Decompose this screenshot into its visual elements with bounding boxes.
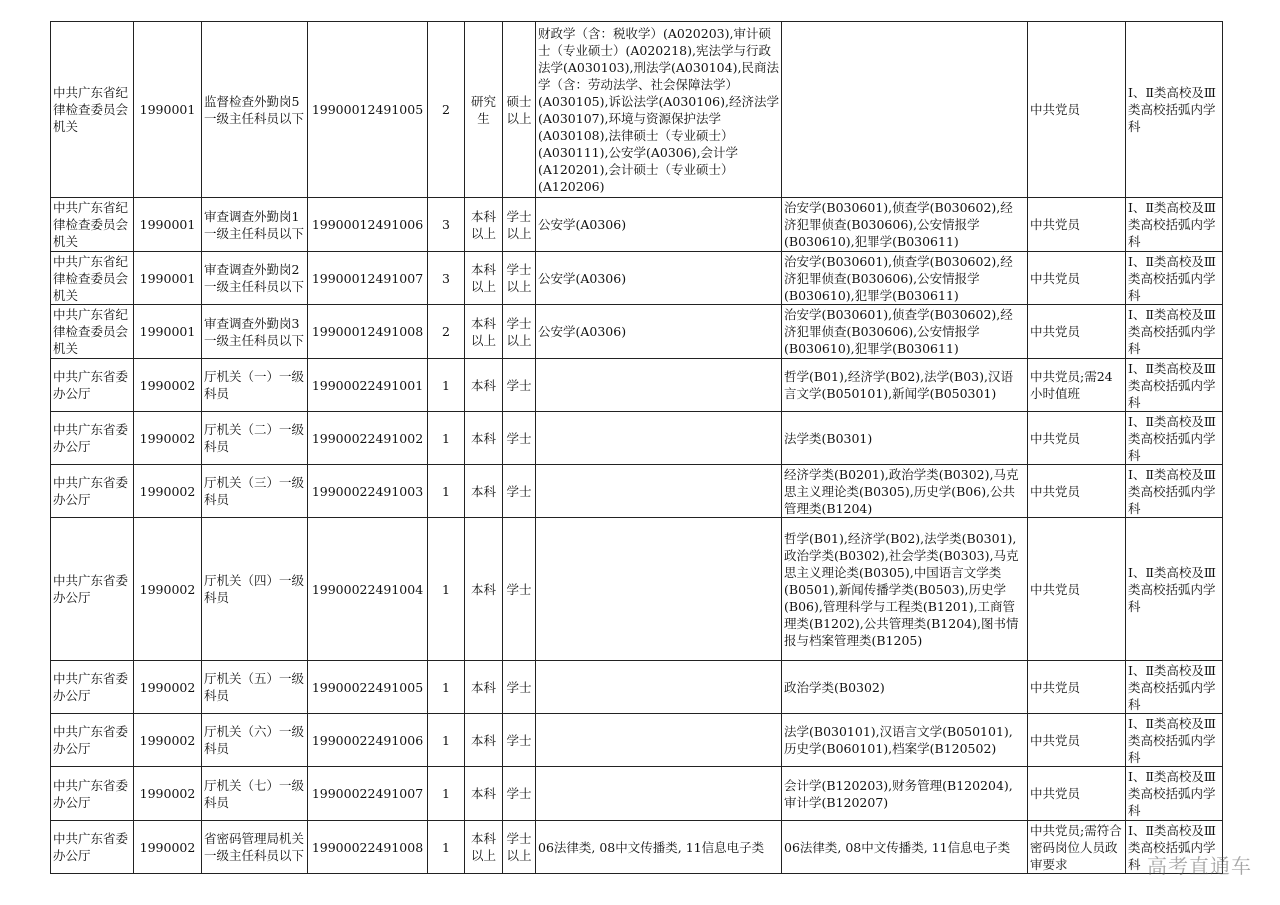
- cell-department-code: 1990002: [134, 359, 202, 412]
- job-table: [50, 21, 1223, 874]
- cell-degree: 硕士以上: [503, 22, 536, 198]
- cell-headcount: 1: [428, 465, 465, 518]
- cell-headcount: 1: [428, 821, 465, 874]
- cell-post-code: 19900012491006: [308, 198, 428, 252]
- cell-department: 中共广东省委办公厅: [51, 821, 134, 874]
- cell-other-requirement: 中共党员: [1028, 22, 1126, 198]
- cell-degree: 学士: [503, 412, 536, 465]
- cell-school-scope: Ⅰ、Ⅱ类高校及Ⅲ类高校括弧内学科: [1126, 252, 1223, 305]
- cell-headcount: 1: [428, 714, 465, 767]
- cell-department-code: 1990001: [134, 305, 202, 359]
- cell-department-code: 1990002: [134, 412, 202, 465]
- cell-education: 本科: [465, 359, 503, 412]
- cell-education: 本科: [465, 412, 503, 465]
- cell-headcount: 3: [428, 198, 465, 252]
- cell-post-name: 厅机关（五）一级科员: [202, 661, 308, 714]
- cell-graduate-major: 公安学(A0306): [536, 198, 782, 252]
- cell-other-requirement: 中共党员;需符合密码岗位人员政审要求: [1028, 821, 1126, 874]
- cell-degree: 学士: [503, 359, 536, 412]
- cell-post-code: 19900012491005: [308, 22, 428, 198]
- cell-school-scope: Ⅰ、Ⅱ类高校及Ⅲ类高校括弧内学科: [1126, 767, 1223, 821]
- cell-degree: 学士: [503, 518, 536, 661]
- cell-department-code: 1990001: [134, 22, 202, 198]
- cell-undergraduate-major: 哲学(B01),经济学(B02),法学类(B0301),政治学类(B0302),社会学类(B0303),马克思主义理论类(B0305),中国语言文学类(B0501),新闻传播学类(B0503),历史学(B06),管理科学与工程类(B1201),工商管理类(B1202),公共管理类(B1204),图书情报与档案管理类(B1205): [782, 518, 1028, 661]
- cell-post-name: 审查调查外勤岗2一级主任科员以下: [202, 252, 308, 305]
- cell-department: 中共广东省委办公厅: [51, 465, 134, 518]
- cell-undergraduate-major: 法学类(B0301): [782, 412, 1028, 465]
- cell-undergraduate-major: 政治学类(B0302): [782, 661, 1028, 714]
- cell-headcount: 2: [428, 22, 465, 198]
- table-row: [51, 714, 1223, 767]
- cell-headcount: 3: [428, 252, 465, 305]
- cell-post-code: 19900022491003: [308, 465, 428, 518]
- table-row: [51, 359, 1223, 412]
- cell-headcount: 1: [428, 412, 465, 465]
- cell-school-scope: Ⅰ、Ⅱ类高校及Ⅲ类高校括弧内学科: [1126, 821, 1223, 874]
- cell-department: 中共广东省委办公厅: [51, 714, 134, 767]
- table-row: [51, 661, 1223, 714]
- cell-other-requirement: 中共党员: [1028, 412, 1126, 465]
- cell-post-code: 19900022491005: [308, 661, 428, 714]
- table-row: [51, 767, 1223, 821]
- cell-school-scope: Ⅰ、Ⅱ类高校及Ⅲ类高校括弧内学科: [1126, 465, 1223, 518]
- cell-degree: 学士: [503, 465, 536, 518]
- cell-other-requirement: 中共党员: [1028, 714, 1126, 767]
- cell-school-scope: Ⅰ、Ⅱ类高校及Ⅲ类高校括弧内学科: [1126, 359, 1223, 412]
- cell-school-scope: Ⅰ、Ⅱ类高校及Ⅲ类高校括弧内学科: [1126, 661, 1223, 714]
- cell-degree: 学士以上: [503, 198, 536, 252]
- cell-undergraduate-major: 会计学(B120203),财务管理(B120204),审计学(B120207): [782, 767, 1028, 821]
- cell-other-requirement: 中共党员: [1028, 518, 1126, 661]
- cell-post-code: 19900022491002: [308, 412, 428, 465]
- cell-department: 中共广东省委办公厅: [51, 661, 134, 714]
- cell-education: 本科: [465, 661, 503, 714]
- cell-undergraduate-major: 06法律类, 08中文传播类, 11信息电子类: [782, 821, 1028, 874]
- cell-education: 本科以上: [465, 252, 503, 305]
- cell-other-requirement: 中共党员: [1028, 305, 1126, 359]
- cell-graduate-major: [536, 359, 782, 412]
- watermark: 高考直通车: [1147, 854, 1252, 878]
- cell-post-code: 19900022491004: [308, 518, 428, 661]
- cell-department-code: 1990002: [134, 661, 202, 714]
- cell-department: 中共广东省委办公厅: [51, 518, 134, 661]
- cell-graduate-major: [536, 661, 782, 714]
- cell-education: 本科以上: [465, 198, 503, 252]
- cell-education: 本科: [465, 518, 503, 661]
- table-row: [51, 465, 1223, 518]
- cell-education: 本科: [465, 714, 503, 767]
- cell-graduate-major: [536, 465, 782, 518]
- cell-undergraduate-major: 治安学(B030601),侦查学(B030602),经济犯罪侦查(B030606),公安情报学(B030610),犯罪学(B030611): [782, 198, 1028, 252]
- cell-department-code: 1990002: [134, 714, 202, 767]
- cell-headcount: 1: [428, 518, 465, 661]
- cell-undergraduate-major: 法学(B030101),汉语言文学(B050101),历史学(B060101),档案学(B120502): [782, 714, 1028, 767]
- cell-graduate-major: [536, 412, 782, 465]
- cell-post-name: 监督检查外勤岗5一级主任科员以下: [202, 22, 308, 198]
- cell-post-name: 厅机关（七）一级科员: [202, 767, 308, 821]
- cell-post-name: 省密码管理局机关一级主任科员以下: [202, 821, 308, 874]
- cell-post-name: 厅机关（二）一级科员: [202, 412, 308, 465]
- cell-degree: 学士: [503, 714, 536, 767]
- cell-undergraduate-major: 经济学类(B0201),政治学类(B0302),马克思主义理论类(B0305),历史学(B06),公共管理类(B1204): [782, 465, 1028, 518]
- cell-graduate-major: 财政学（含：税收学）(A020203),审计硕士（专业硕士）(A020218),宪法学与行政法学(A030103),刑法学(A030104),民商法学（含：劳动法学、社会保障法学）(A030105),诉讼法学(A030106),经济法学(A030107),环境与资源保护法学(A030108),法律硕士（专业硕士）(A030111),公安学(A0306),会计学(A120201),会计硕士（专业硕士）(A120206): [536, 22, 782, 198]
- cell-degree: 学士以上: [503, 305, 536, 359]
- cell-graduate-major: [536, 714, 782, 767]
- table-row: [51, 821, 1223, 874]
- cell-degree: 学士以上: [503, 821, 536, 874]
- cell-department: 中共广东省纪律检查委员会机关: [51, 22, 134, 198]
- cell-graduate-major: 公安学(A0306): [536, 305, 782, 359]
- cell-school-scope: Ⅰ、Ⅱ类高校及Ⅲ类高校括弧内学科: [1126, 714, 1223, 767]
- cell-post-code: 19900022491006: [308, 714, 428, 767]
- cell-other-requirement: 中共党员: [1028, 252, 1126, 305]
- cell-graduate-major: 06法律类, 08中文传播类, 11信息电子类: [536, 821, 782, 874]
- cell-undergraduate-major: 哲学(B01),经济学(B02),法学(B03),汉语言文学(B050101),新闻学(B050301): [782, 359, 1028, 412]
- cell-graduate-major: [536, 518, 782, 661]
- cell-post-code: 19900022491001: [308, 359, 428, 412]
- cell-department-code: 1990001: [134, 252, 202, 305]
- cell-education: 本科: [465, 465, 503, 518]
- cell-department-code: 1990002: [134, 821, 202, 874]
- cell-post-name: 审查调查外勤岗1一级主任科员以下: [202, 198, 308, 252]
- table-row: [51, 22, 1223, 198]
- cell-department: 中共广东省委办公厅: [51, 767, 134, 821]
- cell-post-code: 19900012491008: [308, 305, 428, 359]
- cell-headcount: 1: [428, 359, 465, 412]
- cell-department: 中共广东省委办公厅: [51, 359, 134, 412]
- cell-other-requirement: 中共党员: [1028, 198, 1126, 252]
- cell-undergraduate-major: [782, 22, 1028, 198]
- cell-department: 中共广东省委办公厅: [51, 412, 134, 465]
- cell-school-scope: Ⅰ、Ⅱ类高校及Ⅲ类高校括弧内学科: [1126, 305, 1223, 359]
- cell-degree: 学士: [503, 661, 536, 714]
- cell-school-scope: Ⅰ、Ⅱ类高校及Ⅲ类高校括弧内学科: [1126, 22, 1223, 198]
- cell-undergraduate-major: 治安学(B030601),侦查学(B030602),经济犯罪侦查(B030606),公安情报学(B030610),犯罪学(B030611): [782, 252, 1028, 305]
- cell-headcount: 1: [428, 767, 465, 821]
- cell-post-code: 19900022491007: [308, 767, 428, 821]
- cell-department: 中共广东省纪律检查委员会机关: [51, 198, 134, 252]
- cell-post-name: 审查调查外勤岗3一级主任科员以下: [202, 305, 308, 359]
- cell-graduate-major: 公安学(A0306): [536, 252, 782, 305]
- cell-department-code: 1990001: [134, 198, 202, 252]
- cell-school-scope: Ⅰ、Ⅱ类高校及Ⅲ类高校括弧内学科: [1126, 412, 1223, 465]
- table-row: [51, 252, 1223, 305]
- table-row: [51, 412, 1223, 465]
- cell-post-code: 19900012491007: [308, 252, 428, 305]
- cell-education: 本科: [465, 767, 503, 821]
- cell-degree: 学士以上: [503, 252, 536, 305]
- cell-other-requirement: 中共党员: [1028, 661, 1126, 714]
- cell-department-code: 1990002: [134, 465, 202, 518]
- cell-other-requirement: 中共党员: [1028, 767, 1126, 821]
- cell-undergraduate-major: 治安学(B030601),侦查学(B030602),经济犯罪侦查(B030606),公安情报学(B030610),犯罪学(B030611): [782, 305, 1028, 359]
- table-row: [51, 305, 1223, 359]
- cell-department: 中共广东省纪律检查委员会机关: [51, 305, 134, 359]
- cell-degree: 学士: [503, 767, 536, 821]
- cell-graduate-major: [536, 767, 782, 821]
- cell-department: 中共广东省纪律检查委员会机关: [51, 252, 134, 305]
- cell-department-code: 1990002: [134, 767, 202, 821]
- cell-department-code: 1990002: [134, 518, 202, 661]
- cell-other-requirement: 中共党员;需24小时值班: [1028, 359, 1126, 412]
- cell-post-name: 厅机关（四）一级科员: [202, 518, 308, 661]
- cell-school-scope: Ⅰ、Ⅱ类高校及Ⅲ类高校括弧内学科: [1126, 198, 1223, 252]
- table-row: [51, 198, 1223, 252]
- cell-post-name: 厅机关（一）一级科员: [202, 359, 308, 412]
- table-body: [51, 22, 1223, 874]
- cell-school-scope: Ⅰ、Ⅱ类高校及Ⅲ类高校括弧内学科: [1126, 518, 1223, 661]
- cell-headcount: 2: [428, 305, 465, 359]
- cell-education: 本科以上: [465, 821, 503, 874]
- cell-other-requirement: 中共党员: [1028, 465, 1126, 518]
- cell-post-code: 19900022491008: [308, 821, 428, 874]
- table-row: [51, 518, 1223, 661]
- cell-education: 研究生: [465, 22, 503, 198]
- cell-headcount: 1: [428, 661, 465, 714]
- cell-education: 本科以上: [465, 305, 503, 359]
- cell-post-name: 厅机关（三）一级科员: [202, 465, 308, 518]
- cell-post-name: 厅机关（六）一级科员: [202, 714, 308, 767]
